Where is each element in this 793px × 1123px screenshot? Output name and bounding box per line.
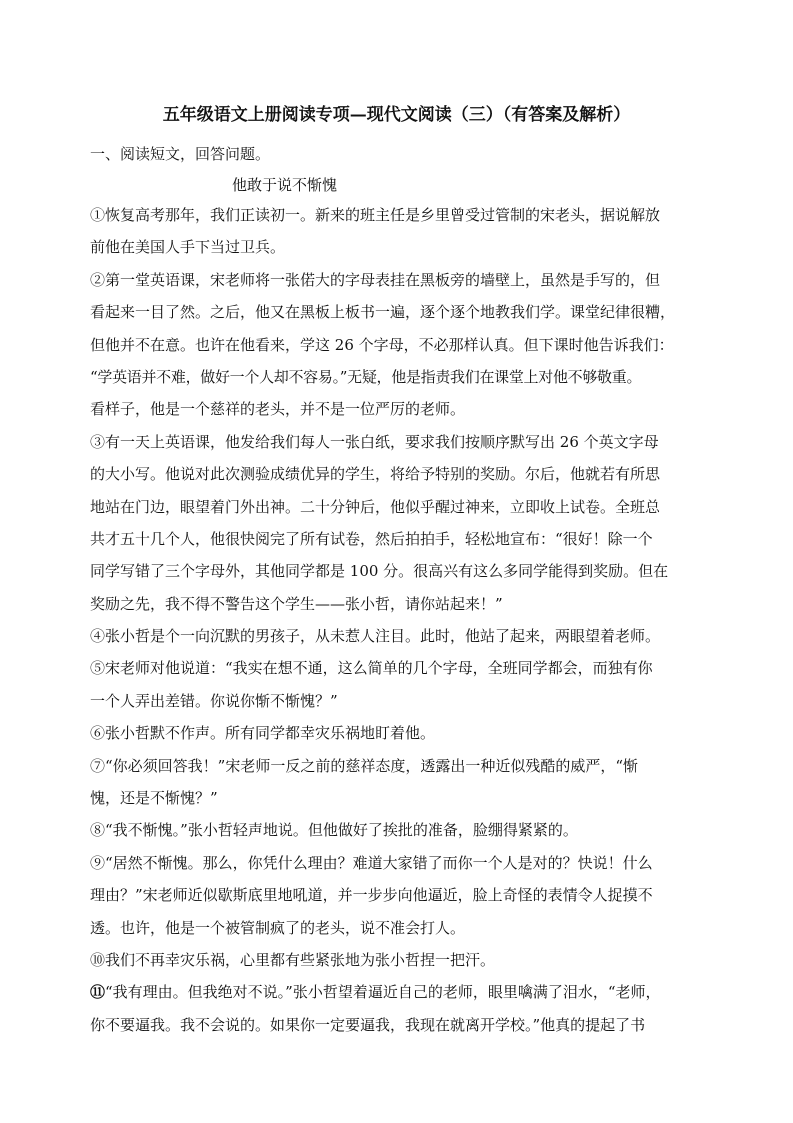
passage-line: ①恢复高考那年，我们正读初一。新来的班主任是乡里曾受过管制的宋老头，据说解放 xyxy=(90,206,661,224)
passage-line: 共才五十几个人，他很快阅完了所有试卷，然后拍拍手，轻松地宣布：“很好！除一个 xyxy=(90,529,653,548)
passage-line: 但他并不在意。也许在他看来，学这 26 个字母，不必那样认真。但下课时他告诉我们： xyxy=(90,335,674,354)
passage-title: 他敢于说不惭愧 xyxy=(232,176,338,194)
passage-line: 你不要逼我。我不会说的。如果你一定要逼我，我现在就离开学校。”他真的提起了书 xyxy=(90,1015,646,1034)
passage-line: 的大小写。他说对此次测验成绩优异的学生，将给予特别的奖励。尔后，他就若有所思 xyxy=(90,465,661,484)
passage-line: 一个人弄出差错。你说你惭不惭愧？” xyxy=(90,691,338,710)
passage-body xyxy=(90,199,710,1041)
passage-line: ⑨“居然不惭愧。那么，你凭什么理由？难道大家错了而你一个人是对的？快说！什么 xyxy=(90,853,653,872)
passage-line: 愧，还是不惭愧？” xyxy=(90,789,218,808)
paragraph-number: ⑪ xyxy=(90,983,106,1002)
passage-line: ⑥张小哲默不作声。所有同学都幸灾乐祸地盯着他。 xyxy=(90,724,436,743)
section-heading: 一、阅读短文，回答问题。 xyxy=(90,145,271,163)
passage-line: ⑦“你必须回答我！”宋老师一反之前的慈祥态度，透露出一种近似残酷的威严，“惭 xyxy=(90,756,639,775)
passage-line: ④张小哲是个一向沉默的男孩子，从未惹人注目。此时，他站了起来，两眼望着老师。 xyxy=(90,627,661,646)
passage-line: 奖励之先，我不得不警告这个学生——张小哲，请你站起来！” xyxy=(90,594,503,613)
passage-line: 看起来一目了然。之后，他又在黑板上板书一遍，逐个逐个地教我们学。课堂纪律很糟， xyxy=(90,303,676,322)
passage-line: ⑤宋老师对他说道：“我实在想不通，这么简单的几个字母，全班同学都会，而独有你 xyxy=(90,659,653,678)
passage-line: 看样子，他是一个慈祥的老头，并不是一位严厉的老师。 xyxy=(90,400,466,419)
passage-line: 地站在门边，眼望着门外出神。二十分钟后，他似乎醒过神来，立即收上试卷。全班总 xyxy=(90,497,661,516)
document-title: 五年级语文上册阅读专项—现代文阅读（三）（有答案及解析） xyxy=(162,105,631,125)
passage-line-text: “我有理由。但我绝对不说。”张小哲望着逼近自己的老师，眼里噙满了泪水，“老师， xyxy=(105,983,661,1002)
passage-line: ③有一天上英语课，他发给我们每人一张白纸，要求我们按顺序默写出 26 个英文字母 xyxy=(90,432,659,451)
passage-line: 同学写错了三个字母外，其他同学都是 100 分。很高兴有这么多同学能得到奖励。但在 xyxy=(90,562,669,581)
passage-line: ②第一堂英语课，宋老师将一张偌大的字母表挂在黑板旁的墙壁上，虽然是手写的，但 xyxy=(90,270,661,289)
passage-line: 透。也许，他是一个被管制疯了的老头，说不准会打人。 xyxy=(90,918,466,937)
passage-line: 前他在美国人手下当过卫兵。 xyxy=(90,238,286,257)
passage-line: ⑧“我不惭愧。”张小哲轻声地说。但他做好了挨批的准备，脸绷得紧紧的。 xyxy=(90,821,578,840)
passage-line xyxy=(90,976,710,1008)
passage-line: 理由？”宋老师近似歇斯底里地吼道，并一步步向他逼近，脸上奇怪的表情令人捉摸不 xyxy=(90,886,653,905)
passage-line: ⑩我们不再幸灾乐祸，心里都有些紧张地为张小哲捏一把汗。 xyxy=(90,950,496,969)
passage-line: “学英语并不难，做好一个人却不容易。”无疑，他是指责我们在课堂上对他不够敬重。 xyxy=(90,367,642,386)
